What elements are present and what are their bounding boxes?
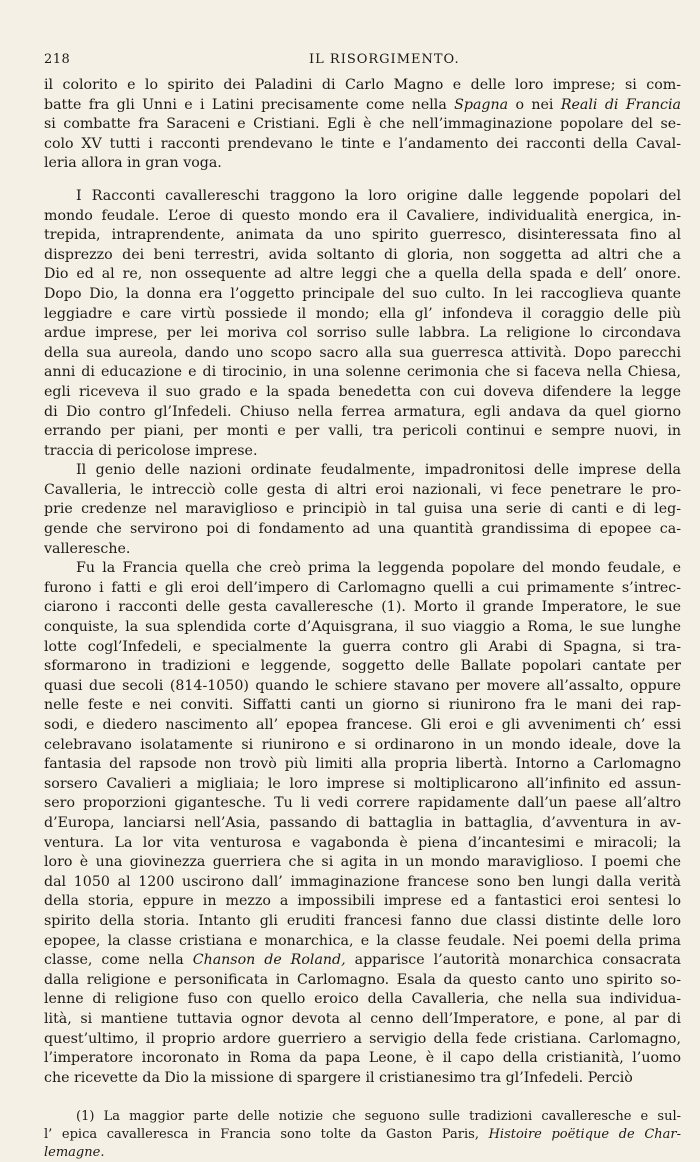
text-run: sodi, e diedero nascimento all’ epopea francese. Gli eroi e gli avvenimenti ch’ essi: [44, 717, 681, 733]
text-line: [44, 716, 681, 736]
text-run: l’ epica cavalleresca in Francia sono tolte da Gaston Paris,: [44, 1127, 489, 1143]
italic-text: Reali di Francia: [560, 96, 681, 113]
text-run: della sua aureola, dando uno scopo sacro alla sua guerresca attività. Dopo parecchi: [44, 344, 681, 361]
text-run: I Racconti cavallereschi traggono la loro origine dalle leggende popolari del: [76, 187, 681, 204]
text-run: della storia, eppure in mezzo a impossibili imprese ed a fantastici eroi sentesi lo: [44, 893, 681, 910]
text-line: [44, 207, 681, 227]
text-run: conquiste, la sua splendida corte d’Aquisgrana, il suo viaggio a Roma, le sue lunghe: [44, 619, 681, 636]
text-run: classe, come nella: [44, 952, 193, 969]
text-line: [44, 971, 681, 991]
text-line: [44, 363, 681, 383]
text-run: disprezzo dei beni terrestri, avida soltanto di gloria, non soggetta ad altri che a: [44, 246, 681, 263]
text-line: [44, 834, 681, 854]
text-line: [44, 657, 681, 677]
text-line: [44, 618, 681, 638]
text-line: [44, 154, 681, 174]
text-run: che ricevette da Dio la missione di spargere il cristianesimo tra gl’Infedeli. Perciò: [44, 1069, 633, 1086]
text-line: [44, 187, 681, 207]
footnote-line: [44, 1144, 681, 1162]
text-line: [44, 814, 681, 834]
text-line: [44, 403, 681, 423]
text-line: [44, 500, 681, 520]
text-run: traccia di pericolose imprese.: [44, 442, 258, 459]
text-line: [44, 932, 681, 952]
text-run: Dio ed al re, non ossequente ad altre leggi che a quella della spada e dell’ onore.: [44, 266, 681, 283]
text-line: [44, 755, 681, 775]
text-run: anni di educazione e di tirocinio, in una solenne cerimonia che si faceva nella Chiesa,: [44, 364, 681, 381]
text-line: [44, 912, 681, 932]
text-run: valleresche.: [44, 540, 131, 557]
text-run: sero proporzioni gigantesche. Tu li vedi correre rapidamente dall’un paese all’altro: [44, 795, 681, 812]
text-line: [44, 76, 681, 96]
text-run: ventura. La lor vita venturosa e vagabonda è piena d’incantesimi e miracoli; la: [44, 834, 681, 851]
text-line: [44, 285, 681, 305]
text-run: dalla religione e personificata in Carlomagno. Esala da questo canto uno spirito so-: [44, 971, 681, 988]
text-run: loro è una giovinezza guerriera che si agita in un mondo maraviglioso. I poemi che: [44, 854, 681, 871]
text-run: di Dio contro gl’Infedeli. Chiuso nella ferrea armatura, egli andava da quel giorno: [44, 403, 681, 420]
text-line: [44, 520, 681, 540]
text-run: Dopo Dio, la donna era l’oggetto principale del suo culto. In lei raccoglieva quante: [44, 285, 681, 302]
text-line: [44, 265, 681, 285]
text-line: [44, 853, 681, 873]
text-run: gende che servirono poi di fondamento ad una quantità grandissima di epopee ca-: [44, 521, 681, 538]
text-run: trepida, intraprendente, animata da uno spirito guerresco, disinteressata fino al: [44, 227, 681, 244]
text-run: ardue imprese, per lei moriva col sorriso sulle labbra. La religione lo circondava: [44, 325, 681, 342]
text-run: sorsero Cavalieri a migliaia; le loro imprese si moltiplicarono all’infinito ed assun-: [44, 775, 681, 792]
text-run: (1) La maggior parte delle notizie che seguono sulle tradizioni cavalleresche e sul-: [76, 1109, 681, 1125]
text-run: Fu la Francia quella che creò prima la leggenda popolare del mondo feudale, e: [76, 560, 681, 577]
text-run: lità, si mantiene tuttavia ognor devota al cenno dell’Imperatore, e pone, al par di: [44, 1010, 681, 1027]
text-line: [44, 246, 681, 266]
text-line: [44, 638, 681, 658]
text-line: [44, 775, 681, 795]
text-run: furono i fatti e gli eroi dell’impero di Carlomagno quelli a cui primamente s’intrec-: [44, 579, 681, 596]
text-run: spirito della storia. Intanto gli eruditi francesi fanno due classi distinte delle loro: [44, 912, 681, 929]
text-run: d’Europa, lanciarsi nell’Asia, passando di battaglia in battaglia, d’avventura in av-: [44, 814, 681, 831]
text-run: egli riceveva il suo grado e la spada benedetta con cui doveva difendere la legge: [44, 383, 681, 400]
text-run: Cavalleria, le intrecciò colle gesta di altri eroi nazionali, vi fece penetrare le pro-: [44, 481, 681, 498]
text-line: [44, 1010, 681, 1030]
text-run: quest’ultimo, il proprio ardore guerriero a servigio della fede cristiana. Carlomagno,: [44, 1030, 681, 1047]
body-text: [44, 76, 681, 1162]
text-run: apparisce l’autorità monarchica consacrata: [345, 952, 681, 969]
text-line: [44, 990, 681, 1010]
text-line: [44, 305, 681, 325]
page-number: 218: [44, 52, 71, 67]
text-run: o nei: [508, 96, 561, 113]
text-run: colo XV tutti i racconti prendevano le tinte e l’andamento dei racconti della Caval-: [44, 135, 681, 152]
text-line: [44, 383, 681, 403]
text-run: si combatte fra Saraceni e Cristiani. Egli è che nell’immaginazione popolare del se-: [44, 116, 681, 133]
text-line: [44, 461, 681, 481]
running-title: IL RISORGIMENTO.: [309, 52, 460, 67]
text-run: dal 1050 al 1200 uscirono dall’ immaginazione francese sono ben lungi dalla verità: [44, 873, 681, 890]
footnote-line: [44, 1108, 681, 1126]
text-line: [44, 892, 681, 912]
text-line: [44, 579, 681, 599]
text-run: lotte cogl’Infedeli, e specialmente la guerra contro gli Arabi di Spagna, si tra-: [44, 638, 681, 655]
text-line: [44, 481, 681, 501]
text-run: ciarono i racconti delle gesta cavalleresche (1). Morto il grande Imperatore, le sue: [44, 599, 681, 616]
text-run: sformarono in tradizioni e leggende, soggetto delle Ballate popolari cantate per: [44, 658, 681, 675]
italic-text: Chanson de Roland,: [192, 952, 346, 969]
text-line: [44, 324, 681, 344]
italic-text: Spagna: [454, 96, 509, 113]
text-run: prie credenze nel maraviglioso e principiò in tal guisa una serie di canti e di leg-: [44, 501, 681, 518]
text-line: [44, 951, 681, 971]
text-run: Il genio delle nazioni ordinate feudalmente, impadronitosi delle imprese della: [76, 462, 681, 479]
text-line: [44, 794, 681, 814]
text-line: [44, 540, 681, 560]
text-run: nelle feste e nei conviti. Siffatti canti un giorno si riunirono fra le mani dei rap-: [44, 697, 681, 714]
text-run: il colorito e lo spirito dei Paladini di Carlo Magno e delle loro imprese; si com-: [44, 77, 681, 93]
text-line: [44, 559, 681, 579]
text-line: [44, 442, 681, 462]
text-line: [44, 873, 681, 893]
text-run: batte fra gli Unni e i Latini precisamente come nella: [44, 96, 455, 113]
text-run: leggiadre e care virtù possiede il mondo; ella gl’ infondeva il coraggio delle più: [44, 305, 681, 322]
text-line: [44, 226, 681, 246]
text-run: quasi due secoli (814-1050) quando le schiere stavano per movere all’assalto, oppure: [44, 677, 681, 694]
text-line: [44, 115, 681, 135]
text-run: l’imperatore incoronato in Roma da papa Leone, è il capo della cristianità, l’uomo: [44, 1050, 681, 1067]
text-line: [44, 598, 681, 618]
italic-text: Histoire poëtique de Char-: [488, 1127, 681, 1143]
italic-text: lemagne.: [44, 1145, 105, 1161]
text-line: [44, 422, 681, 442]
text-line: [44, 696, 681, 716]
text-line: [44, 1030, 681, 1050]
text-line: [44, 1069, 681, 1089]
text-run: leria allora in gran voga.: [44, 155, 222, 172]
text-run: celebravano isolatamente si riunirono e si ordinarono in un mondo ideale, dove la: [44, 736, 681, 753]
footnote-line: [44, 1126, 681, 1144]
text-run: errando per piani, per monti e per valli, tra pericoli continui e sempre nuovi, in: [44, 423, 681, 440]
text-line: [44, 135, 681, 155]
text-line: [44, 677, 681, 697]
text-run: fantasia del rapsode non trovò più limiti alla propria libertà. Intorno a Carlomagno: [44, 756, 681, 773]
text-run: lenne di religione fuso con quello eroico della Cavalleria, che nella sua individua-: [44, 991, 681, 1008]
text-line: [44, 1049, 681, 1069]
text-line: [44, 344, 681, 364]
text-run: epopee, la classe cristiana e monarchica, e la classe feudale. Nei poemi della prima: [44, 932, 681, 949]
text-line: [44, 736, 681, 756]
text-run: mondo feudale. L’eroe di questo mondo era il Cavaliere, individualità energica, in-: [44, 207, 681, 224]
text-line: [44, 96, 681, 116]
